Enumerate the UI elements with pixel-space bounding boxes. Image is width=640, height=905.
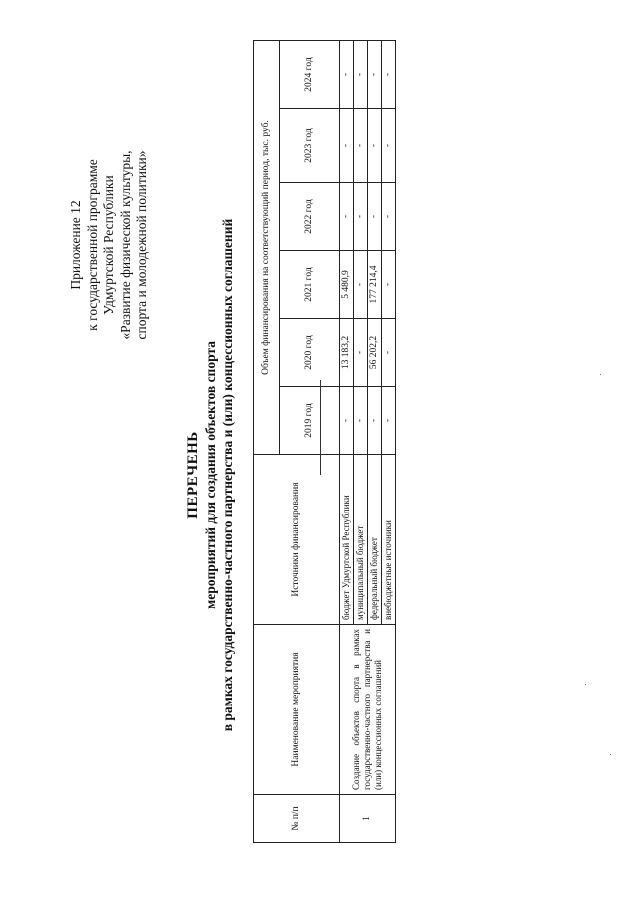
source-cell: муниципальный бюджет bbox=[354, 455, 368, 625]
header-year: 2020 год bbox=[280, 319, 340, 387]
scan-speck bbox=[585, 684, 586, 685]
source-cell: бюджет Удмуртской Республики bbox=[340, 455, 354, 625]
appendix-block bbox=[68, 65, 151, 425]
document-title bbox=[185, 145, 236, 805]
value-cell: 56 202,2 bbox=[368, 319, 382, 387]
value-cell: - bbox=[368, 41, 382, 109]
appendix-line: спорта и молодежной политики» bbox=[134, 150, 149, 340]
header-volume: Объем финансирования на соответствующий период, тыс. руб. bbox=[254, 41, 280, 455]
scan-speck bbox=[610, 754, 611, 755]
value-cell: - bbox=[340, 41, 354, 109]
value-cell: - bbox=[340, 109, 354, 183]
title-line: в рамках государственно-частного партнерства и (или) концессионных соглашений bbox=[220, 218, 235, 732]
value-cell: - bbox=[354, 319, 368, 387]
separator-line bbox=[320, 380, 321, 475]
scan-speck bbox=[600, 374, 601, 375]
value-cell: - bbox=[368, 387, 382, 455]
financing-table bbox=[253, 40, 396, 843]
value-cell: 13 183,2 bbox=[340, 319, 354, 387]
header-num: № п/п bbox=[254, 795, 340, 843]
header-year: 2024 год bbox=[280, 41, 340, 109]
header-year: 2023 год bbox=[280, 109, 340, 183]
value-cell: - bbox=[368, 109, 382, 183]
value-cell: - bbox=[354, 251, 368, 319]
appendix-line: Удмуртской Республики bbox=[101, 175, 116, 315]
header-year: 2021 год bbox=[280, 251, 340, 319]
title-line: ПЕРЕЧЕНЬ bbox=[185, 431, 201, 519]
value-cell: - bbox=[382, 319, 396, 387]
value-cell: - bbox=[382, 251, 396, 319]
value-cell: - bbox=[382, 41, 396, 109]
source-cell: федеральный бюджет bbox=[368, 455, 382, 625]
row-num: 1 bbox=[340, 795, 396, 843]
value-cell: - bbox=[354, 387, 368, 455]
header-year: 2019 год bbox=[280, 387, 340, 455]
row-name: Создание объектов спорта в рамках государственно-частного партнерства и (или) концессионных соглашений bbox=[340, 625, 396, 795]
value-cell: - bbox=[382, 387, 396, 455]
appendix-line: «Развитие физической культуры, bbox=[117, 150, 133, 340]
source-cell: внебюджетные источники bbox=[382, 455, 396, 625]
value-cell: - bbox=[368, 183, 382, 251]
value-cell: - bbox=[382, 183, 396, 251]
appendix-line: Приложение 12 bbox=[68, 200, 83, 290]
value-cell: - bbox=[340, 183, 354, 251]
title-line: мероприятий для создания объектов спорта bbox=[203, 341, 218, 609]
header-name: Наименование мероприятия bbox=[254, 625, 340, 795]
value-cell: 177 214,4 bbox=[368, 251, 382, 319]
value-cell: - bbox=[340, 387, 354, 455]
appendix-line: к государственной программе bbox=[84, 159, 100, 331]
table-row bbox=[340, 41, 354, 843]
value-cell: - bbox=[382, 109, 396, 183]
value-cell: 5 480,9 bbox=[340, 251, 354, 319]
value-cell: - bbox=[354, 109, 368, 183]
header-sources: Источники финансирования bbox=[254, 455, 340, 625]
value-cell: - bbox=[354, 41, 368, 109]
header-year: 2022 год bbox=[280, 183, 340, 251]
value-cell: - bbox=[354, 183, 368, 251]
